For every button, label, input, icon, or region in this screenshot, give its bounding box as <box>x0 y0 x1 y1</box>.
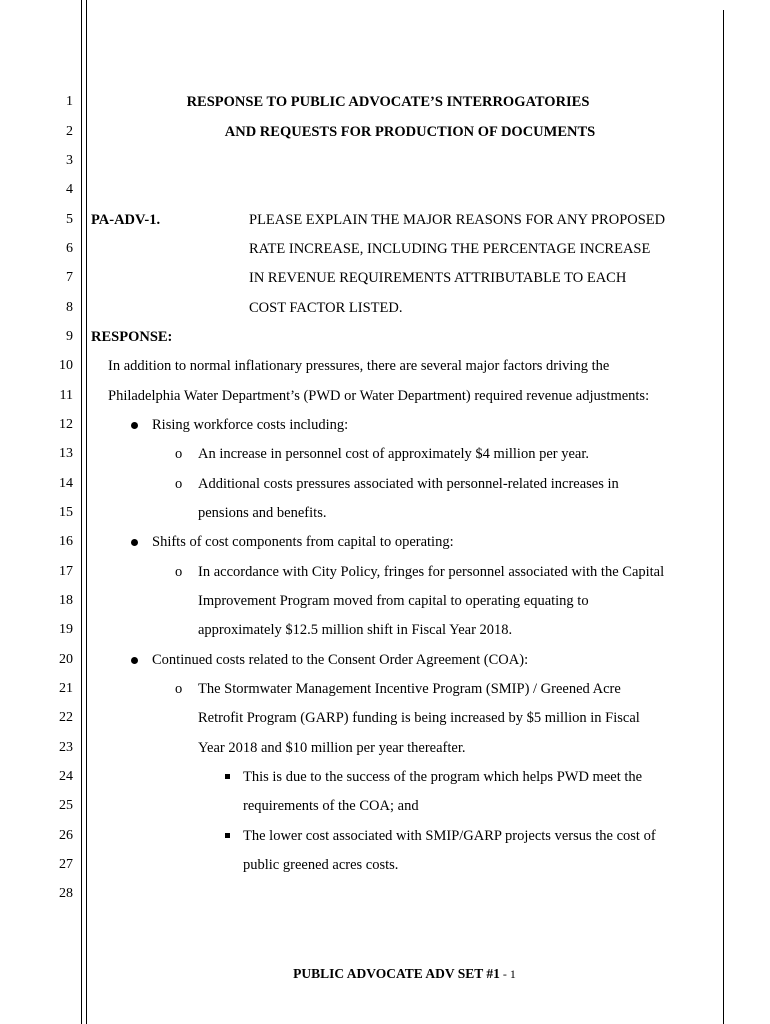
response-intro-line: Philadelphia Water Department’s (PWD or Water Department) required revenue adjustments: <box>108 388 650 404</box>
left-margin-rule <box>81 0 82 1024</box>
response-heading: RESPONSE: <box>91 329 173 345</box>
line-number: 27 <box>59 857 73 872</box>
line-number: 13 <box>59 446 73 461</box>
line-number: 22 <box>59 710 73 725</box>
line-number: 1 <box>66 94 73 109</box>
sub-sub-bullet-line: This is due to the success of the program which helps PWD meet the <box>243 769 643 785</box>
page-number: 1 <box>509 967 516 981</box>
sub-bullet-line: Retrofit Program (GARP) funding is being increased by $5 million in Fiscal <box>198 710 640 726</box>
circle-bullet-icon: o <box>175 564 183 580</box>
line-number: 24 <box>59 769 73 784</box>
line-number: 3 <box>66 153 73 168</box>
question-line: COST FACTOR LISTED. <box>249 300 403 316</box>
bullet-text: Continued costs related to the Consent Order Agreement (COA): <box>152 652 529 668</box>
line-number: 8 <box>66 300 73 315</box>
question-id: PA-ADV-1. <box>91 212 161 228</box>
footer-separator: - <box>499 967 510 981</box>
square-bullet-icon <box>225 774 230 779</box>
sub-bullet-line: pensions and benefits. <box>198 505 327 521</box>
line-number: 12 <box>59 417 73 432</box>
sub-bullet-line: The Stormwater Management Incentive Program (SMIP) / Greened Acre <box>198 681 621 697</box>
sub-sub-bullet-line: requirements of the COA; and <box>243 798 419 814</box>
sub-bullet-line: Additional costs pressures associated with personnel-related increases in <box>198 476 619 492</box>
sub-bullet-line: Improvement Program moved from capital to operating equating to <box>198 593 589 609</box>
line-number: 10 <box>59 358 73 373</box>
square-bullet-icon <box>225 833 230 838</box>
sub-bullet-line: Year 2018 and $10 million per year thereafter. <box>198 740 466 756</box>
right-margin-rule <box>723 10 724 1024</box>
bullet-icon <box>131 422 138 429</box>
line-number: 5 <box>66 212 73 227</box>
question-line: PLEASE EXPLAIN THE MAJOR REASONS FOR ANY PROPOSED <box>249 212 666 228</box>
line-number: 4 <box>66 182 73 197</box>
line-number: 6 <box>66 241 73 256</box>
document-title-line-2: AND REQUESTS FOR PRODUCTION OF DOCUMENTS <box>224 124 596 140</box>
page-footer <box>86 966 723 982</box>
line-number: 9 <box>66 329 73 344</box>
line-number: 15 <box>59 505 73 520</box>
line-number: 25 <box>59 798 73 813</box>
line-number: 26 <box>59 828 73 843</box>
sub-sub-bullet-line: The lower cost associated with SMIP/GARP projects versus the cost of <box>243 828 656 844</box>
bullet-icon <box>131 657 138 664</box>
line-number: 17 <box>59 564 73 579</box>
response-intro-line: In addition to normal inflationary pressures, there are several major factors driving the <box>108 358 610 374</box>
question-line: RATE INCREASE, INCLUDING THE PERCENTAGE INCREASE <box>249 241 651 257</box>
bullet-text: Shifts of cost components from capital to operating: <box>152 534 454 550</box>
document-title-line-1: RESPONSE TO PUBLIC ADVOCATE’S INTERROGATORIES <box>186 94 590 110</box>
circle-bullet-icon: o <box>175 476 183 492</box>
line-number: 19 <box>59 622 73 637</box>
sub-bullet-line: In accordance with City Policy, fringes for personnel associated with the Capital <box>198 564 665 580</box>
line-number: 14 <box>59 476 73 491</box>
footer-label: PUBLIC ADVOCATE ADV SET #1 <box>293 966 500 981</box>
circle-bullet-icon: o <box>175 446 183 462</box>
line-number: 21 <box>59 681 73 696</box>
line-number: 11 <box>59 388 73 403</box>
question-line: IN REVENUE REQUIREMENTS ATTRIBUTABLE TO EACH <box>249 270 627 286</box>
line-number: 23 <box>59 740 73 755</box>
line-number: 18 <box>59 593 73 608</box>
line-number: 7 <box>66 270 73 285</box>
line-number: 16 <box>59 534 73 549</box>
circle-bullet-icon: o <box>175 681 183 697</box>
sub-sub-bullet-line: public greened acres costs. <box>243 857 399 873</box>
sub-bullet-line: An increase in personnel cost of approximately $4 million per year. <box>198 446 589 462</box>
left-margin-rule-inner <box>86 0 87 1024</box>
bullet-text: Rising workforce costs including: <box>152 417 349 433</box>
line-number: 28 <box>59 886 73 901</box>
line-number: 20 <box>59 652 73 667</box>
line-number: 2 <box>66 124 73 139</box>
sub-bullet-line: approximately $12.5 million shift in Fiscal Year 2018. <box>198 622 513 638</box>
bullet-icon <box>131 539 138 546</box>
